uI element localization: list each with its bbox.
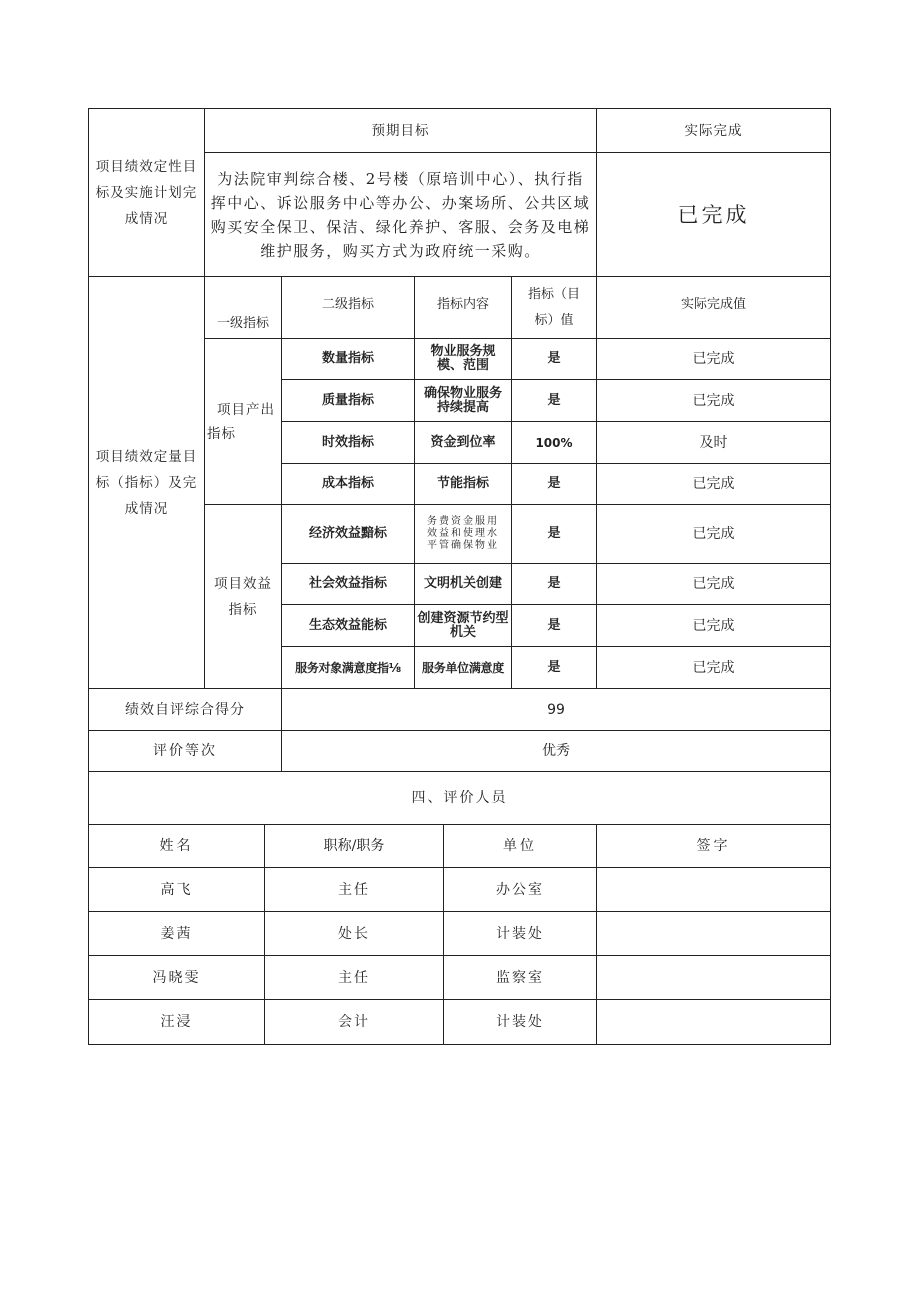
grade-label: 评价等次 <box>153 743 217 759</box>
target-value: 是 <box>547 576 561 591</box>
evaluator-unit: 监察室 <box>496 969 544 986</box>
level2-indicator: 时效指标 <box>321 434 374 450</box>
group-label-benefit: 项目效益指标 <box>214 575 272 618</box>
header-actual: 实际完成值 <box>680 296 746 312</box>
evaluator-name: 冯晓雯 <box>152 969 201 986</box>
evaluator-name: 姜茜 <box>160 925 193 942</box>
level2-indicator: 社会效益指标 <box>308 576 387 591</box>
expected-goal-header: 预期目标 <box>371 122 430 139</box>
evaluator-title: 处长 <box>338 925 370 942</box>
actual-value: 已完成 <box>692 576 735 592</box>
evaluator-name: 汪浸 <box>160 1014 193 1030</box>
target-value: 是 <box>547 526 561 541</box>
header-level1: 一级指标 <box>216 316 269 331</box>
evaluator-signature <box>597 1000 830 1044</box>
actual-value: 已完成 <box>692 392 735 409</box>
evaluator-signature <box>597 912 830 955</box>
level2-indicator: 质量指标 <box>321 392 374 408</box>
score-value: 99 <box>547 701 565 718</box>
grid-line <box>88 1044 831 1045</box>
quantitative-section-label: 项目绩效定量目标（指标）及完成情况 <box>95 448 198 517</box>
actual-value: 已完成 <box>692 351 735 367</box>
evaluator-header-title: 职称/职务 <box>323 838 385 854</box>
group-label-output: 项目产出指标 <box>207 401 275 442</box>
target-value: 是 <box>547 392 561 408</box>
level2-indicator: 经济效益黯标 <box>308 526 387 541</box>
target-value: 是 <box>547 659 561 675</box>
indicator-content: 确保物业服务持续提高 <box>423 385 502 415</box>
evaluator-header-name: 姓名 <box>159 838 194 854</box>
evaluators-section-title: 四、评价人员 <box>411 790 508 806</box>
target-value: 100% <box>535 435 573 450</box>
level2-indicator: 成本指标 <box>321 476 374 491</box>
actual-value: 及时 <box>699 434 728 451</box>
actual-completion-value: 已完成 <box>677 202 750 227</box>
target-value: 是 <box>547 476 561 491</box>
evaluator-title: 会计 <box>338 1014 370 1030</box>
evaluator-title: 主任 <box>338 881 370 898</box>
evaluator-title: 主任 <box>338 969 370 986</box>
header-level2: 二级指标 <box>321 296 374 312</box>
indicator-content: 物业服务规模、范围 <box>430 344 496 373</box>
level2-indicator: 服务对象满意度指⅛ <box>295 660 401 675</box>
evaluator-unit: 计装处 <box>496 1014 544 1030</box>
indicator-content: 服务单位满意度 <box>422 660 504 675</box>
evaluator-signature <box>597 956 830 999</box>
actual-value: 已完成 <box>692 526 735 542</box>
evaluator-header-unit: 单位 <box>503 838 537 854</box>
evaluator-unit: 办公室 <box>496 881 544 898</box>
evaluator-header-signature: 签字 <box>696 838 731 854</box>
actual-value: 已完成 <box>692 617 735 634</box>
indicator-content: 文明机关创建 <box>423 576 502 591</box>
qualitative-section-label: 项目绩效定性目标及实施计划完成情况 <box>95 158 198 227</box>
evaluator-name: 高飞 <box>160 881 193 898</box>
actual-completion-header: 实际完成 <box>684 122 743 139</box>
level2-indicator: 数量指标 <box>321 351 374 366</box>
target-value: 是 <box>547 351 561 366</box>
evaluator-unit: 计装处 <box>496 925 544 942</box>
header-target: 指标（目标）值 <box>527 286 580 328</box>
header-content: 指标内容 <box>436 296 489 312</box>
expected-goal-text: 为法院审判综合楼、2号楼（原培训中心）、执行指挥中心、诉讼服务中心等办公、办案场所、公共区域购买安全保卫、保洁、绿化养护、客服、会务及电梯维护服务，购买方式为政府统一采购。 <box>210 169 591 260</box>
score-label: 绩效自评综合得分 <box>125 701 245 718</box>
grid-line <box>830 108 831 1045</box>
grade-value: 优秀 <box>542 743 570 759</box>
indicator-content: 资金到位率 <box>430 434 496 450</box>
actual-value: 已完成 <box>692 659 735 676</box>
target-value: 是 <box>547 617 561 633</box>
indicator-content: 节能指标 <box>436 476 489 491</box>
actual-value: 已完成 <box>692 476 735 492</box>
indicator-content: 创建资源节约型机关 <box>417 610 509 640</box>
evaluator-signature <box>597 868 830 911</box>
level2-indicator: 生态效益能标 <box>308 617 387 633</box>
indicator-content: 务费资金服用效益和使理水平管确保物业 <box>427 516 499 551</box>
